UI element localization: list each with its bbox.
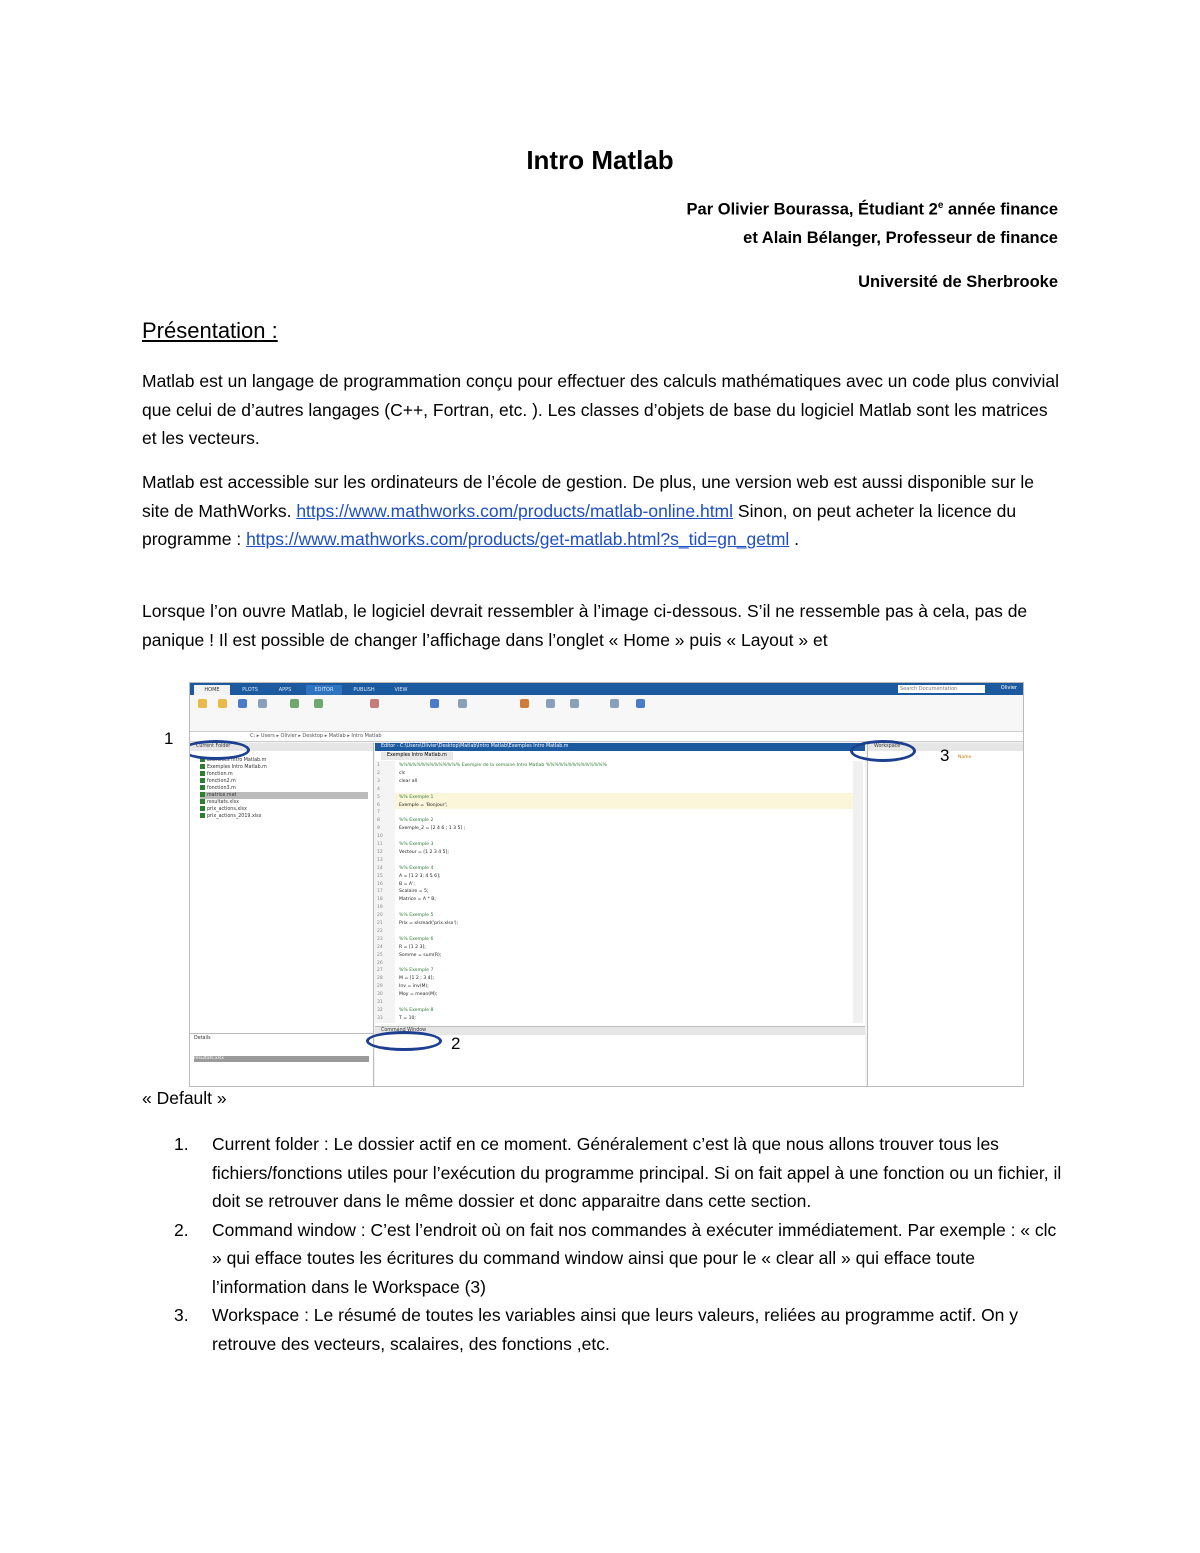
ribbon-tabs (190, 683, 1023, 695)
tab-editor[interactable]: EDITOR (306, 685, 342, 695)
paragraph-3: Lorsque l’on ouvre Matlab, le logiciel devrait ressembler à l’image ci-dessous. S’il ne ressemble pas à cela, pas de panique ! Il est possible de changer l’affichage dans l’onglet « Home » puis « Layout » et (142, 601, 1028, 650)
line-number: 15 (377, 873, 383, 879)
callout-number-1: 1 (164, 729, 174, 748)
line-number: 1 (377, 763, 380, 768)
ribbon-toolbar (190, 695, 1023, 732)
details-pane (190, 1033, 373, 1087)
add-ons-icon[interactable] (610, 699, 619, 708)
code-line[interactable]: Exemple_2 = [2 4 6 ; 1 3 5] ; (399, 826, 466, 832)
editor-title-bar: Editor - C:\Users\Olivier\Desktop\Matlab\Intro Matlab\Exemples Intro Matlab.m (375, 743, 865, 751)
workspace-header: Workspace (868, 743, 1024, 751)
tab-publish[interactable]: PUBLISH (353, 687, 375, 693)
details-header: Details (194, 1036, 211, 1041)
code-line[interactable]: clear all (399, 778, 418, 784)
line-number: 8 (377, 818, 380, 824)
line-number: 21 (377, 921, 383, 926)
list-text: Command window : C’est l’endroit où on fait nos commandes à exécuter immédiatement. Par exemple : « clc » qui efface toutes les écritures du command window ainsi que pour le « clear all » qui efface toute l’information dans le Workspace (3) (212, 1219, 1057, 1297)
code-line[interactable]: T = 10; (399, 1015, 416, 1021)
file-item[interactable]: Exercices Intro Matlab.m (200, 757, 266, 764)
list-item (142, 1130, 1062, 1216)
list-number: 2. (174, 1219, 189, 1240)
command-window-pane[interactable] (375, 1026, 865, 1087)
editor-file-tab[interactable]: Exemples Intro Matlab.m (381, 752, 453, 760)
save-workspace-icon[interactable] (314, 699, 323, 708)
university-line: Université de Sherbrooke (858, 273, 1058, 291)
code-line[interactable]: Somme = sum(R); (399, 952, 442, 958)
line-number: 11 (377, 842, 383, 847)
code-line[interactable]: %% Exemple 8 (399, 1007, 434, 1013)
current-folder-pane (190, 743, 374, 1086)
line-number: 2 (377, 770, 380, 776)
line-number: 22 (377, 928, 383, 934)
author-superscript: e (937, 200, 944, 211)
callout-ellipse-workspace (850, 740, 916, 762)
get-matlab-link[interactable]: https://www.mathworks.com/products/get-matlab.html?s_tid=gn_getml (246, 529, 790, 549)
file-item-selected[interactable]: matrice.mat (200, 792, 368, 799)
line-number: 16 (377, 881, 383, 887)
current-section-highlight (395, 793, 853, 809)
code-line[interactable]: %% Exemple 2 (399, 818, 434, 824)
line-number: 31 (377, 1000, 383, 1005)
list-item (142, 1216, 1062, 1302)
paragraph-2-text-a: Matlab est accessible sur les ordinateurs de l’école de gestion. De plus, une version web est aussi disponible sur le site de MathWorks. (142, 472, 1035, 521)
line-number: 6 (377, 802, 380, 808)
line-number: 5 (377, 794, 380, 800)
search-documentation-input[interactable]: Search Documentation (898, 685, 985, 693)
line-number: 19 (377, 905, 383, 911)
file-item[interactable]: fonction2.m (200, 778, 236, 785)
code-line[interactable]: R = [1 2 3]; (399, 944, 426, 950)
document-title: Intro Matlab (526, 145, 674, 175)
paragraph-1: Matlab est un langage de programmation conçu pour effectuer des calculs mathématiques avec un code plus convivial que celui de d’autres langages (C++, Fortran, etc. ). Les classes d’objets de base du logiciel Matlab sont les matrices et les vecteurs. (142, 371, 1060, 448)
paragraph-2 (142, 468, 1062, 554)
current-folder-header: Current Folder (190, 743, 373, 751)
favorites-icon[interactable] (430, 699, 439, 708)
current-path[interactable]: C: ▸ Users ▸ Olivier ▸ Desktop ▸ Matlab ▸ Intro Matlab (250, 733, 382, 739)
tab-view[interactable]: VIEW (394, 687, 408, 693)
section-heading: Présentation : (142, 318, 278, 343)
code-line[interactable]: %% Exemple 6 (399, 936, 434, 942)
code-line[interactable]: M = [1 2 ; 3 4]; (399, 976, 434, 982)
line-number: 14 (377, 865, 383, 871)
paragraph-2-text-c: . (789, 529, 800, 549)
code-line[interactable]: Matrice = A * B; (399, 897, 436, 903)
code-line[interactable]: %%%%%%%%%%%%%% Exemple de la semaine Intro Matlab %%%%%%%%%%%%%% (399, 763, 607, 768)
list-text: Workspace : Le résumé de toutes les variables ainsi que leurs valeurs, reliées au programme actif. On y retrouve des vecteurs, scalaires, des fonctions ,etc. (212, 1305, 1019, 1354)
code-line[interactable]: %% Exemple 3 (399, 842, 434, 847)
author-line-2: et Alain Bélanger, Professeur de finance (743, 229, 1058, 247)
figure-caption: « Default » (142, 1088, 227, 1108)
line-number: 28 (377, 976, 383, 982)
tab-plots[interactable]: PLOTS (242, 687, 258, 693)
line-number: 20 (377, 913, 383, 919)
find-files-icon[interactable] (258, 699, 267, 708)
line-number: 7 (377, 810, 380, 816)
open-icon[interactable] (218, 699, 227, 708)
list-item (142, 1301, 1062, 1358)
list-number: 1. (174, 1134, 189, 1154)
paragraph-2-text-b: Sinon, on peut acheter la licence du programme : (142, 500, 1017, 549)
line-number: 29 (377, 984, 383, 990)
file-item[interactable]: resultats.xlsx (200, 799, 239, 806)
line-number: 18 (377, 897, 383, 903)
code-line[interactable]: Scalaire = 5; (399, 889, 429, 895)
file-item[interactable]: prix_actions_2019.xlsx (200, 813, 262, 820)
callout-number-2: 2 (451, 1034, 461, 1053)
code-line[interactable]: %% Exemple 5 (399, 913, 434, 919)
line-number: 4 (377, 786, 380, 792)
new-variable-icon[interactable] (370, 699, 379, 708)
code-line[interactable]: A = [1 2 3; 4 5 6]; (399, 873, 441, 879)
line-number: 17 (377, 889, 383, 895)
line-number: 30 (377, 992, 383, 998)
matlab-screenshot (189, 682, 1024, 1087)
line-number: 9 (377, 826, 380, 832)
code-line[interactable]: %% Exemple 1 (399, 794, 434, 800)
line-number: 10 (377, 834, 383, 840)
author-line-1-post: année finance (943, 200, 1058, 219)
file-item[interactable]: Exemples Intro Matlab.m (200, 764, 267, 771)
code-line[interactable]: %% Exemple 4 (399, 865, 434, 871)
callout-number-3: 3 (940, 746, 950, 765)
line-number: 27 (377, 968, 383, 974)
list-number: 3. (174, 1305, 189, 1325)
line-number: 32 (377, 1007, 383, 1013)
matlab-online-link[interactable]: https://www.mathworks.com/products/matlab-online.html (296, 500, 734, 521)
import-icon[interactable] (290, 699, 299, 708)
line-number: 26 (377, 960, 383, 966)
code-line[interactable]: Moy = mean(M); (399, 992, 438, 998)
file-item[interactable]: prix_actions.xlsx (200, 806, 247, 813)
workspace-column-name: Name (958, 755, 972, 760)
file-item[interactable]: fonction.m (200, 771, 233, 778)
editor-scrollbar[interactable] (853, 761, 863, 1023)
code-line[interactable]: B = A'; (399, 881, 415, 887)
workspace-pane (867, 743, 1024, 1086)
author-line-1-pre: Par Olivier Bourassa, Étudiant 2 (686, 200, 938, 219)
simulink-icon[interactable] (520, 699, 529, 708)
layout-icon[interactable] (546, 699, 555, 708)
command-window-header: Command Window (375, 1027, 865, 1035)
numbered-list (142, 1130, 1062, 1358)
analyze-code-icon[interactable] (458, 699, 467, 708)
code-line[interactable]: Vecteur = [1 2 3 4 5]; (399, 849, 449, 855)
save-icon[interactable] (238, 699, 247, 708)
code-line[interactable]: Inv = inv(M); (399, 984, 429, 990)
line-number-gutter (375, 761, 395, 1023)
line-number: 25 (377, 952, 383, 958)
line-number: 12 (377, 849, 383, 855)
code-line[interactable]: clc (399, 770, 406, 776)
code-line[interactable]: Exemple = 'Bonjour'; (399, 802, 448, 808)
code-line[interactable]: Prix = xlsread('prix.xlsx'); (399, 921, 459, 926)
tab-apps[interactable]: APPS (278, 687, 292, 693)
user-name[interactable]: Olivier (1000, 685, 1017, 691)
line-number: 23 (377, 936, 383, 942)
tab-home[interactable]: HOME (194, 685, 230, 695)
preferences-icon[interactable] (570, 699, 579, 708)
callout-ellipse-command-window (366, 1031, 442, 1051)
line-number: 3 (377, 778, 380, 784)
help-icon[interactable] (636, 699, 645, 708)
new-icon[interactable] (198, 699, 207, 708)
line-number: 24 (377, 944, 383, 950)
file-item[interactable]: fonction3.m (200, 785, 236, 792)
details-item[interactable]: resultats.xlsx (194, 1056, 369, 1062)
line-number: 13 (377, 857, 383, 863)
list-text: Current folder : Le dossier actif en ce moment. Généralement c’est là que nous allons trouver tous les fichiers/fonctions utiles pour l’exécution du programme principal. Si on fait appel à une fonction ou un fichier, il doit se retrouver dans le même dossier et donc apparaitre dans cette section. (212, 1134, 1062, 1211)
line-number: 33 (377, 1015, 383, 1021)
author-line-1 (687, 200, 1058, 220)
code-line[interactable]: %% Exemple 7 (399, 968, 434, 974)
